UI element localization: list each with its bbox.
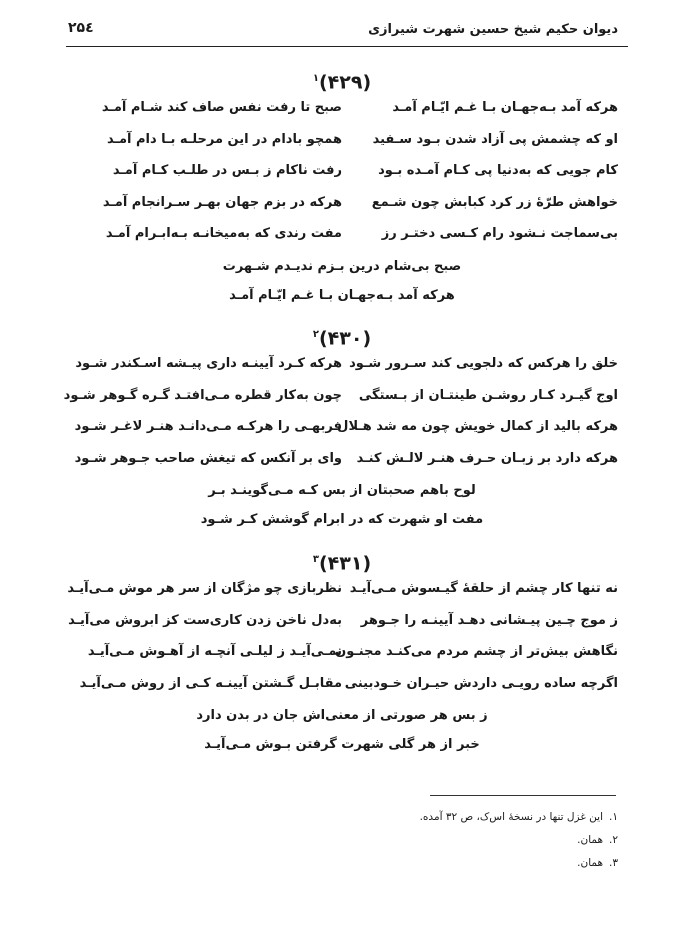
hemistich-first: بی‌سماجت نـشود رام کـسی دختـر رز: [381, 226, 618, 241]
footnote-number: ۲.: [609, 834, 618, 846]
couplet: [66, 189, 618, 221]
footnote: [420, 829, 618, 852]
couplet: [63, 382, 618, 414]
couplet: [66, 220, 618, 252]
footnote: [420, 852, 618, 875]
couplet: [66, 670, 618, 702]
hemistich-first: اوج گیـرد کـار روشـن طینتـان از بـستگی: [358, 387, 618, 403]
hemistich-first: ز موج چـین پیـشانی دهـد آیینـه را جـوهر: [360, 612, 618, 628]
couplet: [66, 638, 618, 670]
footnote-text: همان.: [577, 834, 604, 846]
hemistich-second: وای بر آنکس که تیغش صاحب جـوهر شـود: [74, 450, 342, 466]
footnote-text: همان.: [577, 857, 604, 869]
hemistich-second: رفت ناکام ز بـس در طلـب کـام آمـد: [112, 163, 342, 178]
poem-number-heading: [66, 64, 618, 94]
hemistich-second: نظربازی چو مژگان از سر هر موش مـی‌آیـد: [67, 581, 342, 596]
poem-number: (۴۳۱): [318, 552, 372, 575]
poem-429: [66, 64, 618, 310]
hemistich-first: هرکه آمد بـه‌جهـان بـا غـم ایّـام آمـد: [392, 100, 618, 115]
footnote-ref: ۳: [312, 554, 319, 565]
hemistich-second: صبح تا رفت نفس صاف کند شـام آمـد: [101, 100, 342, 115]
couplet: [66, 575, 618, 607]
footnote-number: ۱.: [609, 811, 618, 823]
footnote-separator: [430, 795, 616, 796]
hemistich-first: نگاهش بیش‌تر از چشم مردم می‌کنـد مجنـون: [335, 644, 618, 659]
footnote-text: این غزل تنها در نسخهٔ اس‌ک، ص ۳۲ آمده.: [419, 811, 604, 823]
poem-431: [66, 545, 618, 759]
hemistich-first: نه تنها کار چشم از حلقهٔ گیـسوش مـی‌آیـد: [349, 581, 618, 596]
poem-430: [63, 320, 618, 534]
hemistich-second: مفت رندی که به‌میخانـه بـه‌ابـرام آمـد: [105, 226, 342, 241]
hemistich-first: کام جویی که به‌دنیا پی کـام آمـده بـود: [378, 163, 618, 178]
hemistich-second: هرکه کـرد آیینـه داری پیـشه اسـکندر شـود: [75, 356, 342, 371]
hemistich-first: خواهش طرّهٔ زر کرد کبابش چون شـمع: [371, 194, 618, 210]
header-rule: [66, 46, 628, 47]
poem-number: (۴۲۹): [318, 71, 372, 94]
couplet: [66, 94, 618, 126]
closing-line: مفت او شهرت که در ابرام گوشش کـر شـود: [200, 512, 484, 527]
hemistich-first: اگرچه ساده رویـی داردش حیـران خـودبینی: [344, 675, 618, 691]
hemistich-second: به‌دل ناخن زدن کاری‌ست کز ابروش می‌آیـد: [68, 612, 342, 628]
closing-line: ز بس هر صورتی از معنی‌اش جان در بدن دارد: [196, 708, 488, 723]
couplet: [66, 350, 618, 382]
poem-number-heading: [66, 545, 618, 575]
page-number: ۲۵٤: [68, 20, 94, 36]
hemistich-second: هرکه در بزم جهان بهـر سـرانجام آمـد: [102, 194, 342, 210]
hemistich-second: مقابـل گـشتن آیینـه کـی از روش مـی‌آیـد: [79, 675, 342, 691]
poem-number: (۴۳۰): [318, 327, 372, 350]
footnote-ref: ۱: [312, 73, 319, 84]
hemistich-second: فربهـی را هرکـه مـی‌دانـد هنـر لاغـر شـود: [74, 419, 342, 434]
footnote-number: ۳.: [609, 857, 618, 869]
hemistich-first: خلق را هرکس که دلجویی کند سـرور شـود: [349, 356, 618, 371]
footnotes: [420, 806, 618, 875]
couplet: [66, 157, 618, 189]
couplet: [66, 607, 618, 639]
poem-number-heading: [66, 320, 618, 350]
hemistich-first: هرکه دارد بر زبـان حـرف هنـر لالـش کنـد: [356, 450, 618, 466]
couplet: [66, 445, 618, 477]
hemistich-second: همچو بادام در این مرحلـه بـا دام آمـد: [107, 131, 342, 147]
closing-line: هرکه آمد بـه‌جهـان بـا غـم ایّـام آمـد: [229, 287, 455, 303]
running-header-title: دیوان حکیم شیخ حسین شهرت شیرازی: [368, 22, 618, 37]
couplet: [66, 413, 618, 445]
footnote-ref: ۲: [312, 329, 319, 340]
hemistich-second: چون به‌کار قطره مـی‌افتـد گـره گـوهر شـود: [63, 387, 342, 403]
hemistich-first: هرکه بالید از کمال خویش چون مه شد هـلال: [337, 419, 618, 434]
couplet: [66, 126, 618, 158]
hemistich-second: نمـی‌آیـد ز لیلـی آنچـه از آهـوش مـی‌آیـد: [87, 644, 342, 659]
closing-line: خبر از هر گلی شهرت گرفتن بـوش مـی‌آیـد: [204, 737, 480, 752]
hemistich-first: او که چشمش پی آزاد شدن بـود سـفید: [372, 131, 618, 147]
footnote: [420, 806, 618, 829]
closing-line: لوح باهم صحبتان از بس کـه مـی‌گوینـد بـر: [208, 483, 476, 498]
closing-line: صبح بی‌شام درین بـزم ندیـدم شـهرت: [222, 258, 462, 274]
